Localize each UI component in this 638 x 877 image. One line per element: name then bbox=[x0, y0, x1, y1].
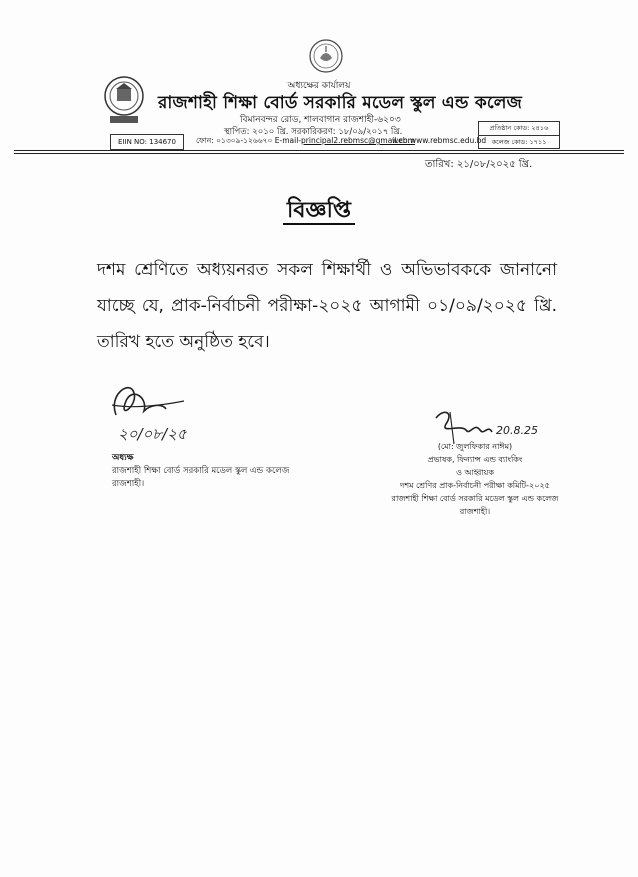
header-divider bbox=[14, 150, 624, 151]
eiin-box: EIIN NO: 134670 bbox=[110, 134, 184, 150]
notice-title-wrap bbox=[0, 193, 638, 230]
principal-city: রাজশাহী। bbox=[112, 479, 145, 489]
government-emblem-icon bbox=[308, 38, 344, 74]
notice-body: দশম শ্রেণিতে অধ্যয়নরত সকল শিক্ষার্থী ও অভিভাবককে জানানো যাচ্ছে যে, প্রাক-নির্বাচনী পরীক্ষা-২০২৫ আগামী ০১/০৯/২০২৫ খ্রি. তারিখ হতে অনুষ্ঠিত হবে। bbox=[97, 260, 557, 352]
email-label: E-mail- bbox=[274, 136, 302, 145]
convener-city: রাজশাহী। bbox=[459, 507, 491, 516]
website-link[interactable]: web:www.rebmsc.edu.bd bbox=[392, 136, 487, 145]
notice-title: বিজ্ঞপ্তি bbox=[283, 198, 355, 225]
college-code: কলেজ কোড: ১৭১১ bbox=[491, 138, 547, 146]
convener-signature-date: 20.8.25 bbox=[496, 424, 538, 437]
principal-signature-icon bbox=[104, 375, 224, 445]
establishment-info: স্থাপিত: ২০১০ খ্রি. সরকারিকরণ: ১৮/০৯/২০১৭ খ্রি. bbox=[224, 127, 403, 137]
convener-committee: দশম শ্রেণির প্রাক-নির্বাচনী পরীক্ষা কমিটি-২০২৫ bbox=[400, 481, 550, 490]
convener-institution: রাজশাহী শিক্ষা বোর্ড সরকারি মডেল স্কুল এন্ড কলেজ bbox=[391, 494, 559, 503]
convener-role: ও আহ্বায়ক bbox=[456, 468, 494, 477]
convener-block bbox=[360, 440, 590, 518]
institution-name: রাজশাহী শিক্ষা বোর্ড সরকারি মডেল স্কুল এন্ড কলেজ bbox=[158, 93, 523, 113]
institution-address: বিমানবন্দর রোড, শালবাগান রাজশাহী-৬২০৩ bbox=[240, 115, 401, 125]
convener-designation: প্রভাষক, ফিন্যান্স এন্ড ব্যাংকিং bbox=[427, 455, 523, 464]
phone-number: ফোন: ০১৩০৯-১২৬৬৭০ bbox=[196, 136, 273, 145]
header-divider-2 bbox=[14, 153, 624, 154]
contact-line bbox=[196, 136, 415, 148]
notice-date: তারিখ: ২১/০৮/২০২৫ খ্রি. bbox=[425, 159, 533, 170]
convener-name: (মো: জুলফিকার নাঈম) bbox=[437, 442, 513, 451]
email-link[interactable]: principal2.rebmsc@gmail.com bbox=[301, 136, 415, 145]
institution-logo-icon bbox=[102, 72, 146, 128]
principal-signature-date: ২০/০৮/২৫ bbox=[118, 425, 187, 443]
principal-designation: অধ্যক্ষ bbox=[112, 453, 134, 463]
office-title: অধ্যক্ষের কার্যালয় bbox=[287, 81, 351, 91]
principal-institution: রাজশাহী শিক্ষা বোর্ড সরকারি মডেল স্কুল এন্ড কলেজ bbox=[112, 466, 290, 476]
principal-block bbox=[112, 452, 289, 491]
institution-code: প্রতিষ্ঠান কোড: ২৪১৬ bbox=[479, 122, 559, 136]
code-box bbox=[478, 121, 560, 149]
